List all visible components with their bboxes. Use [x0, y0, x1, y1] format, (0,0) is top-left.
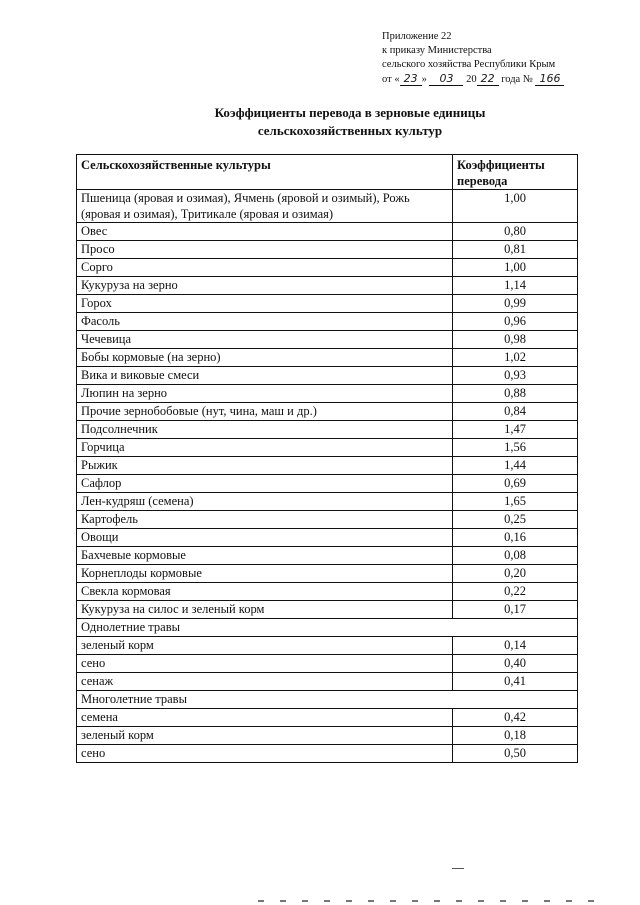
title-line-2: сельскохозяйственных культур: [257, 123, 443, 138]
table-row: [77, 295, 578, 313]
crop-cell: Бахчевые кормовые: [77, 547, 453, 565]
coefficient-cell: 1,47: [453, 421, 578, 439]
coefficient-cell: 0,17: [453, 601, 578, 619]
header-crop: Сельскохозяйственные культуры: [77, 155, 453, 190]
table-row: [77, 655, 578, 673]
title-line-1: Коэффициенты перевода в зерновые единицы: [214, 105, 486, 120]
crop-cell: зеленый корм: [77, 637, 453, 655]
crop-cell: Сорго: [77, 259, 453, 277]
crop-cell: Сафлор: [77, 475, 453, 493]
crop-cell: Люпин на зерно: [77, 385, 453, 403]
table-row: [77, 709, 578, 727]
crop-cell: сенаж: [77, 673, 453, 691]
crop-cell: Пшеница (яровая и озимая), Ячмень (яровой и озимый), Рожь (яровая и озимая), Тритикале (яровая и озимая): [77, 190, 453, 223]
annex-line-2: к приказу Министерства: [382, 45, 492, 56]
annex-year-suffix: 22: [477, 72, 499, 86]
group-row: [77, 619, 578, 637]
table-row: [77, 259, 578, 277]
crop-cell: зеленый корм: [77, 727, 453, 745]
table-row: [77, 673, 578, 691]
coefficient-cell: 0,42: [453, 709, 578, 727]
coefficient-cell: 1,44: [453, 457, 578, 475]
coefficient-cell: 1,02: [453, 349, 578, 367]
header-coefficient: Коэффициенты перевода: [453, 155, 578, 190]
crop-cell: Лен-кудряш (семена): [77, 493, 453, 511]
crop-cell: Чечевица: [77, 331, 453, 349]
table-row: [77, 637, 578, 655]
table-row: [77, 457, 578, 475]
coefficient-cell: 0,84: [453, 403, 578, 421]
table-row: [77, 313, 578, 331]
crop-cell: Овощи: [77, 529, 453, 547]
crop-cell: Фасоль: [77, 313, 453, 331]
coefficient-cell: 0,96: [453, 313, 578, 331]
crop-cell: Овес: [77, 223, 453, 241]
table-row: [77, 529, 578, 547]
coefficient-cell: 0,50: [453, 745, 578, 763]
coefficients-table: [76, 154, 578, 763]
coefficient-cell: 0,40: [453, 655, 578, 673]
table-row: [77, 385, 578, 403]
crop-cell: Прочие зернобобовые (нут, чина, маш и др.): [77, 403, 453, 421]
crop-cell: Просо: [77, 241, 453, 259]
crop-cell: сено: [77, 655, 453, 673]
annex-quote-close: »: [421, 74, 427, 85]
table-row: [77, 223, 578, 241]
table-row: [77, 475, 578, 493]
coefficient-cell: 0,08: [453, 547, 578, 565]
annex-line-3: сельского хозяйства Республики Крым: [382, 59, 556, 70]
group-title-cell: Многолетние травы: [77, 691, 578, 709]
coefficient-cell: 1,65: [453, 493, 578, 511]
coefficient-cell: 1,56: [453, 439, 578, 457]
crop-cell: Рыжик: [77, 457, 453, 475]
coefficient-cell: 0,69: [453, 475, 578, 493]
annex-line-1: Приложение 22: [382, 31, 452, 42]
coefficient-cell: 0,22: [453, 583, 578, 601]
crop-cell: Картофель: [77, 511, 453, 529]
table-row: [77, 511, 578, 529]
crop-cell: Корнеплоды кормовые: [77, 565, 453, 583]
table-row: [77, 421, 578, 439]
coefficient-cell: 0,20: [453, 565, 578, 583]
coefficient-cell: 0,14: [453, 637, 578, 655]
document-title: [60, 104, 640, 140]
crop-cell: Вика и виковые смеси: [77, 367, 453, 385]
crop-cell: Свекла кормовая: [77, 583, 453, 601]
coefficient-cell: 1,00: [453, 259, 578, 277]
crop-cell: Кукуруза на силос и зеленый корм: [77, 601, 453, 619]
table-row: [77, 331, 578, 349]
coefficient-cell: 0,88: [453, 385, 578, 403]
annex-header: [382, 30, 632, 87]
annex-from: от «: [382, 74, 400, 85]
scan-artifact: [258, 900, 598, 902]
coefficient-cell: 0,81: [453, 241, 578, 259]
coefficient-cell: 0,41: [453, 673, 578, 691]
table-row: [77, 190, 578, 223]
table-row: [77, 547, 578, 565]
coefficient-cell: 0,25: [453, 511, 578, 529]
annex-year-word: года №: [501, 74, 533, 85]
table-row: [77, 241, 578, 259]
coefficient-cell: 0,80: [453, 223, 578, 241]
coefficient-cell: 0,93: [453, 367, 578, 385]
table-row: [77, 367, 578, 385]
page-mark: [452, 868, 464, 869]
crop-cell: семена: [77, 709, 453, 727]
table-row: [77, 439, 578, 457]
table-row: [77, 493, 578, 511]
group-title-cell: Однолетние травы: [77, 619, 578, 637]
table-row: [77, 349, 578, 367]
annex-year-prefix: 20: [466, 74, 477, 85]
crop-cell: Горох: [77, 295, 453, 313]
table-row: [77, 565, 578, 583]
annex-day: 23: [400, 72, 422, 86]
crop-cell: сено: [77, 745, 453, 763]
crop-cell: Кукуруза на зерно: [77, 277, 453, 295]
table-header-row: [77, 155, 578, 190]
group-row: [77, 691, 578, 709]
table-row: [77, 403, 578, 421]
table-row: [77, 727, 578, 745]
crop-cell: Бобы кормовые (на зерно): [77, 349, 453, 367]
table-row: [77, 583, 578, 601]
coefficient-cell: 0,99: [453, 295, 578, 313]
annex-date-line: [382, 72, 632, 87]
crop-cell: Подсолнечник: [77, 421, 453, 439]
table-row: [77, 601, 578, 619]
coefficient-cell: 1,14: [453, 277, 578, 295]
coefficient-cell: 0,18: [453, 727, 578, 745]
coefficient-cell: 1,00: [453, 190, 578, 223]
annex-month: 03: [429, 72, 463, 86]
annex-number: 166: [535, 72, 564, 86]
table-row: [77, 745, 578, 763]
table-row: [77, 277, 578, 295]
coefficient-cell: 0,98: [453, 331, 578, 349]
crop-cell: Горчица: [77, 439, 453, 457]
coefficient-cell: 0,16: [453, 529, 578, 547]
table-body: [77, 190, 578, 763]
